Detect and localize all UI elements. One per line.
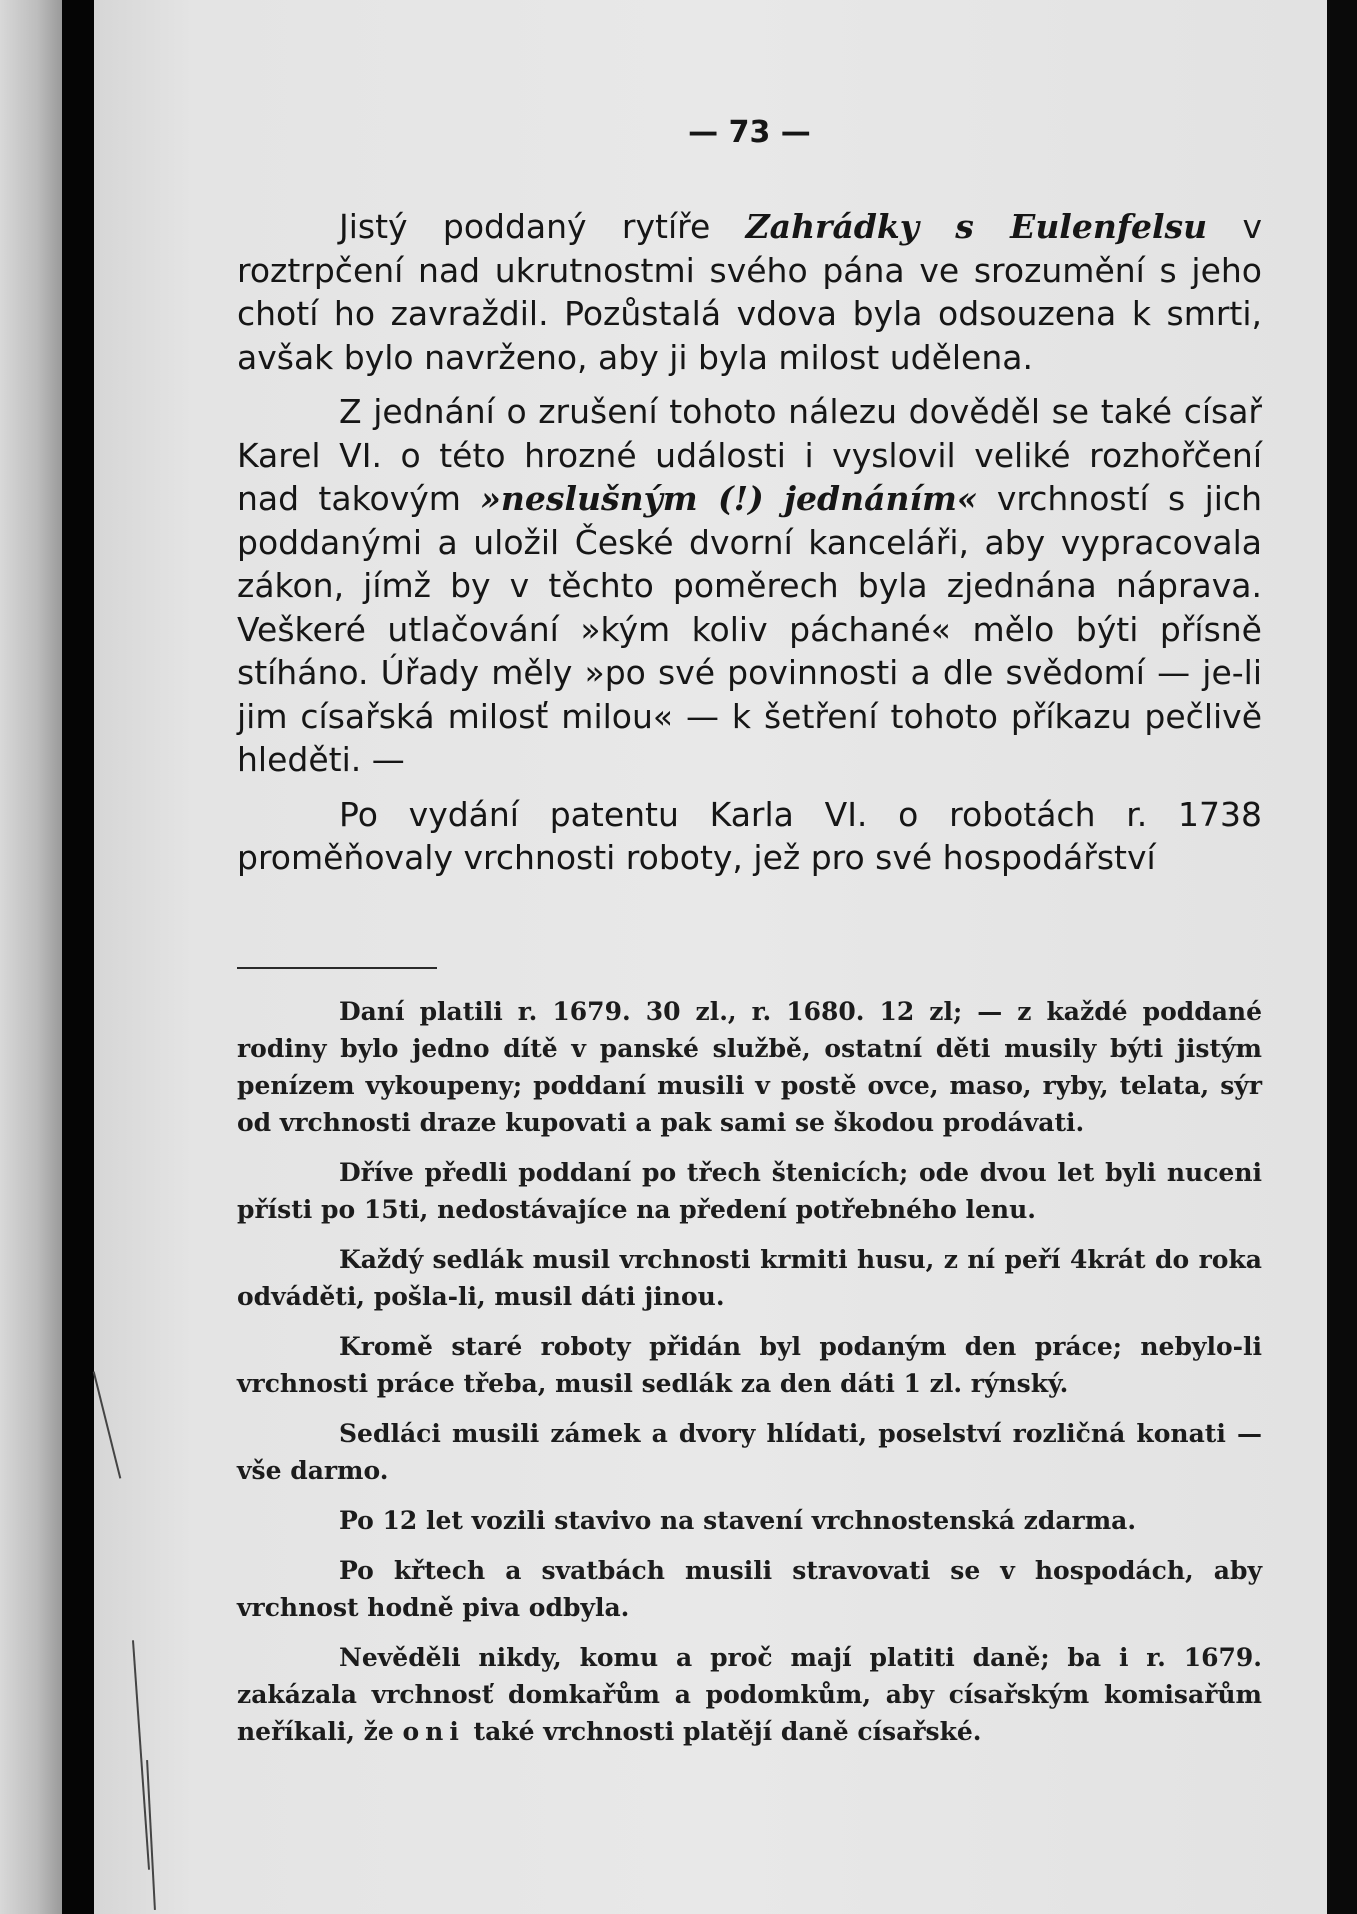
page-number: — 73 — <box>688 115 811 150</box>
paragraph-text: v roztrpčení nad ukrutnostmi svého pána ve srozumění s jeho chotí ho zavraždil. Pozůstalá vdova byla odsouzena k smrti, avšak bylo navrženo, aby ji byla milost udělena. <box>237 207 1262 377</box>
footnotes <box>237 993 1262 1763</box>
main-text <box>237 205 1262 880</box>
footnote-text: Nevěděli nikdy, komu a proč mají platiti daně; ba i r. 1679. zakázala vrchnosť domkařům a podomkům, aby císařským komisařům neříkali, že <box>237 1643 1262 1746</box>
paragraph <box>237 390 1262 782</box>
footnote-text: také vrchnosti platějí daně císařské. <box>464 1717 982 1746</box>
scan-edge-right <box>1327 0 1357 1914</box>
footnote: Kromě staré roboty přidán byl podaným den práce; nebylo-li vrchnosti práce třeba, musil sedlák za den dáti 1 zl. rýnský. <box>237 1332 1262 1398</box>
paragraph <box>237 205 1262 379</box>
scan-edge-left <box>0 0 62 1914</box>
paragraph-text: Z jednání o zrušení tohoto nálezu dověděl se také císař Karel VI. o této hrozné události i vyslovil veliké rozhořčení nad takovým <box>237 392 1262 518</box>
footnote: Dříve předli poddaní po třech štenicích; ode dvou let byli nuceni přísti po 15ti, nedostávajíce na předení potřebného lenu. <box>237 1158 1262 1224</box>
footnote: Sedláci musili zámek a dvory hlídati, poselství rozličná konati — vše darmo. <box>237 1419 1262 1485</box>
footnote <box>237 1639 1262 1750</box>
scan-scratch <box>93 1371 122 1478</box>
paragraph-text: vrchností s jich poddanými a uložil České dvorní kanceláři, aby vypracovala zákon, jímž by v těchto poměrech byla zjednána náprava. Veškeré utlačování »kým koliv páchané« mělo býti přísně stíháno. Úřady měly »po své povinnosti a dle svědomí — je-li jim císařská milosť milou« — k šetření tohoto příkazu pečlivě hleděti. — <box>237 479 1262 779</box>
book-page <box>94 0 1327 1914</box>
footnote-separator <box>237 967 437 969</box>
footnote: Po 12 let vozili stavivo na stavení vrchnostenská zdarma. <box>339 1506 1137 1535</box>
italic-quote: »neslušným (!) jednáním« <box>480 479 978 518</box>
italic-name: Zahrádky s Eulenfelsu <box>745 207 1208 246</box>
footnote: Daní platili r. 1679. 30 zl., r. 1680. 12 zl; — z každé poddané rodiny bylo jedno dítě v panské službě, ostatní děti musily býti jistým penízem vykoupeny; poddaní musili v postě ovce, maso, ryby, telata, sýr od vrchnosti draze kupovati a pak sami se škodou prodávati. <box>237 997 1262 1137</box>
footnote: Každý sedlák musil vrchnosti krmiti husu, z ní peří 4krát do roka odváděti, pošla-li, musil dáti jinou. <box>237 1245 1262 1311</box>
spaced-emphasis: oni <box>402 1717 465 1746</box>
footnote: Po křtech a svatbách musili stravovati se v hospodách, aby vrchnost hodně piva odbyla. <box>237 1556 1262 1622</box>
paragraph-text: Jistý poddaný rytíře <box>339 207 746 246</box>
book-binding-shadow <box>62 0 94 1914</box>
paragraph: Po vydání patentu Karla VI. o robotách r. 1738 proměňovaly vrchnosti roboty, jež pro své hospodářství <box>237 794 1262 877</box>
scan-scratch <box>132 1640 150 1870</box>
